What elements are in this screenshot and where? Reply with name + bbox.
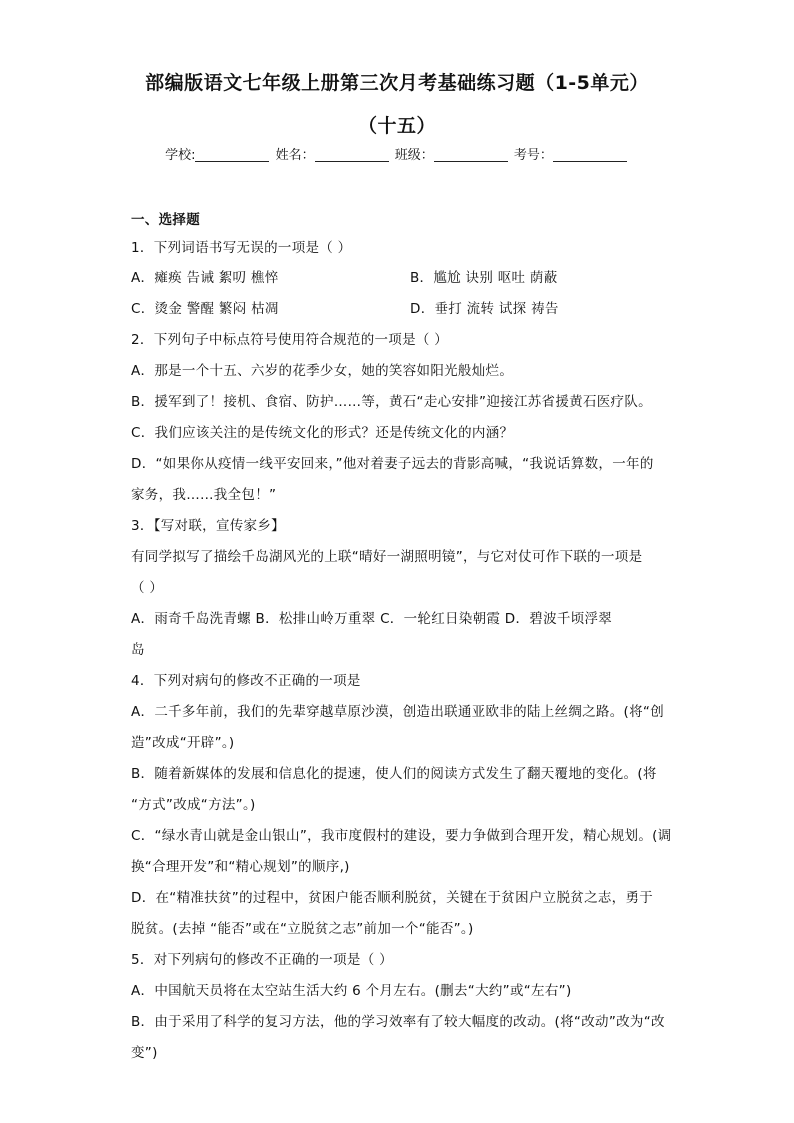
question-5-option-a[interactable]: A．中国航天员将在太空站生活大约 6 个月左右。(删去“大约”或“左右”) [131,983,572,999]
name-label: 姓名： [275,148,315,163]
question-4-option-a-cont: 造”改成“开辟”。) [131,735,235,751]
school-label: 学校: [165,148,196,163]
student-info-row [0,144,794,163]
question-5-option-b-cont: 变”) [131,1045,158,1061]
page-title: 部编版语文七年级上册第三次月考基础练习题（1-5单元） [145,72,649,94]
question-3-options-cont: 岛 [131,642,145,658]
question-2-stem: 2．下列句子中标点符号使用符合规范的一项是（ ） [131,332,449,348]
question-4-option-d[interactable]: D．在“精准扶贫”的过程中，贫困户能否顺利脱贫，关键在于贫困户立脱贫之志，勇于 [131,890,654,906]
page-subtitle: （十五） [357,115,436,137]
question-1-option-a[interactable]: A．瘫痪 告诫 絮叨 樵悴 [131,270,279,286]
question-2-option-d-cont: 家务，我……我全包！” [131,487,277,503]
question-2-option-d[interactable]: D．“如果你从疫情一线平安回来，”他对着妻子远去的背影高喊，“我说话算数，一年的 [131,456,654,472]
class-blank[interactable] [434,147,508,162]
question-4-stem: 4．下列对病句的修改不正确的一项是 [131,673,361,689]
question-3-bracket: （ ） [131,580,164,596]
question-1-option-c[interactable]: C．烫金 警醒 繁闷 枯凋 [131,301,279,317]
section-heading: 一、选择题 [131,212,200,228]
question-4-option-b-cont: “方式”改成“方法”。) [131,797,256,813]
question-5-stem: 5．对下列病句的修改不正确的一项是（ ） [131,952,393,968]
question-2-option-b[interactable]: B．援军到了！接机、食宿、防护……等，黄石“走心安排”迎接江苏省援黄石医疗队。 [131,394,652,410]
question-3-stem: 3．【写对联，宣传家乡】 [131,518,285,534]
number-blank[interactable] [553,147,627,162]
question-3-options[interactable]: A．雨奇千岛洗青螺 B．松排山岭万重翠 C．一轮红日染朝霞 D．碧波千顷浮翠 [131,611,613,627]
question-4-option-c[interactable]: C．“绿水青山就是金山银山”，我市度假村的建设，要力争做到合理开发，精心规划。(调 [131,828,672,844]
question-1-option-d[interactable]: D．垂打 流转 试探 祷告 [410,301,559,317]
question-3-desc: 有同学拟写了描绘千岛湖风光的上联“晴好一湖照明镜”，与它对仗可作下联的一项是 [131,549,643,565]
question-4-option-c-cont: 换“合理开发”和“精心规划”的顺序,) [131,859,350,875]
question-4-option-b[interactable]: B．随着新媒体的发展和信息化的提速，使人们的阅读方式发生了翻天覆地的变化。(将 [131,766,657,782]
class-label: 班级： [394,148,434,163]
question-2-option-a[interactable]: A．那是一个十五、六岁的花季少女，她的笑容如阳光般灿烂。 [131,363,514,379]
question-4-option-a[interactable]: A．二千多年前，我们的先辈穿越草原沙漠，创造出联通亚欧非的陆上丝绸之路。(将“创 [131,704,664,720]
question-4-option-d-cont: 脱贫。(去掉 “能否”或在“立脱贫之志”前加一个“能否”。) [131,921,474,937]
number-label: 考号： [513,148,553,163]
question-5-option-b[interactable]: B．由于采用了科学的复习方法，他的学习效率有了较大幅度的改动。(将“改动”改为“改 [131,1014,665,1030]
question-1-stem: 1．下列词语书写无误的一项是（ ） [131,240,352,256]
name-blank[interactable] [315,147,389,162]
question-1-option-b[interactable]: B．尴尬 诀别 呕吐 荫蔽 [410,270,558,286]
school-blank[interactable] [195,147,269,162]
question-2-option-c[interactable]: C．我们应该关注的是传统文化的形式？还是传统文化的内涵？ [131,425,514,441]
